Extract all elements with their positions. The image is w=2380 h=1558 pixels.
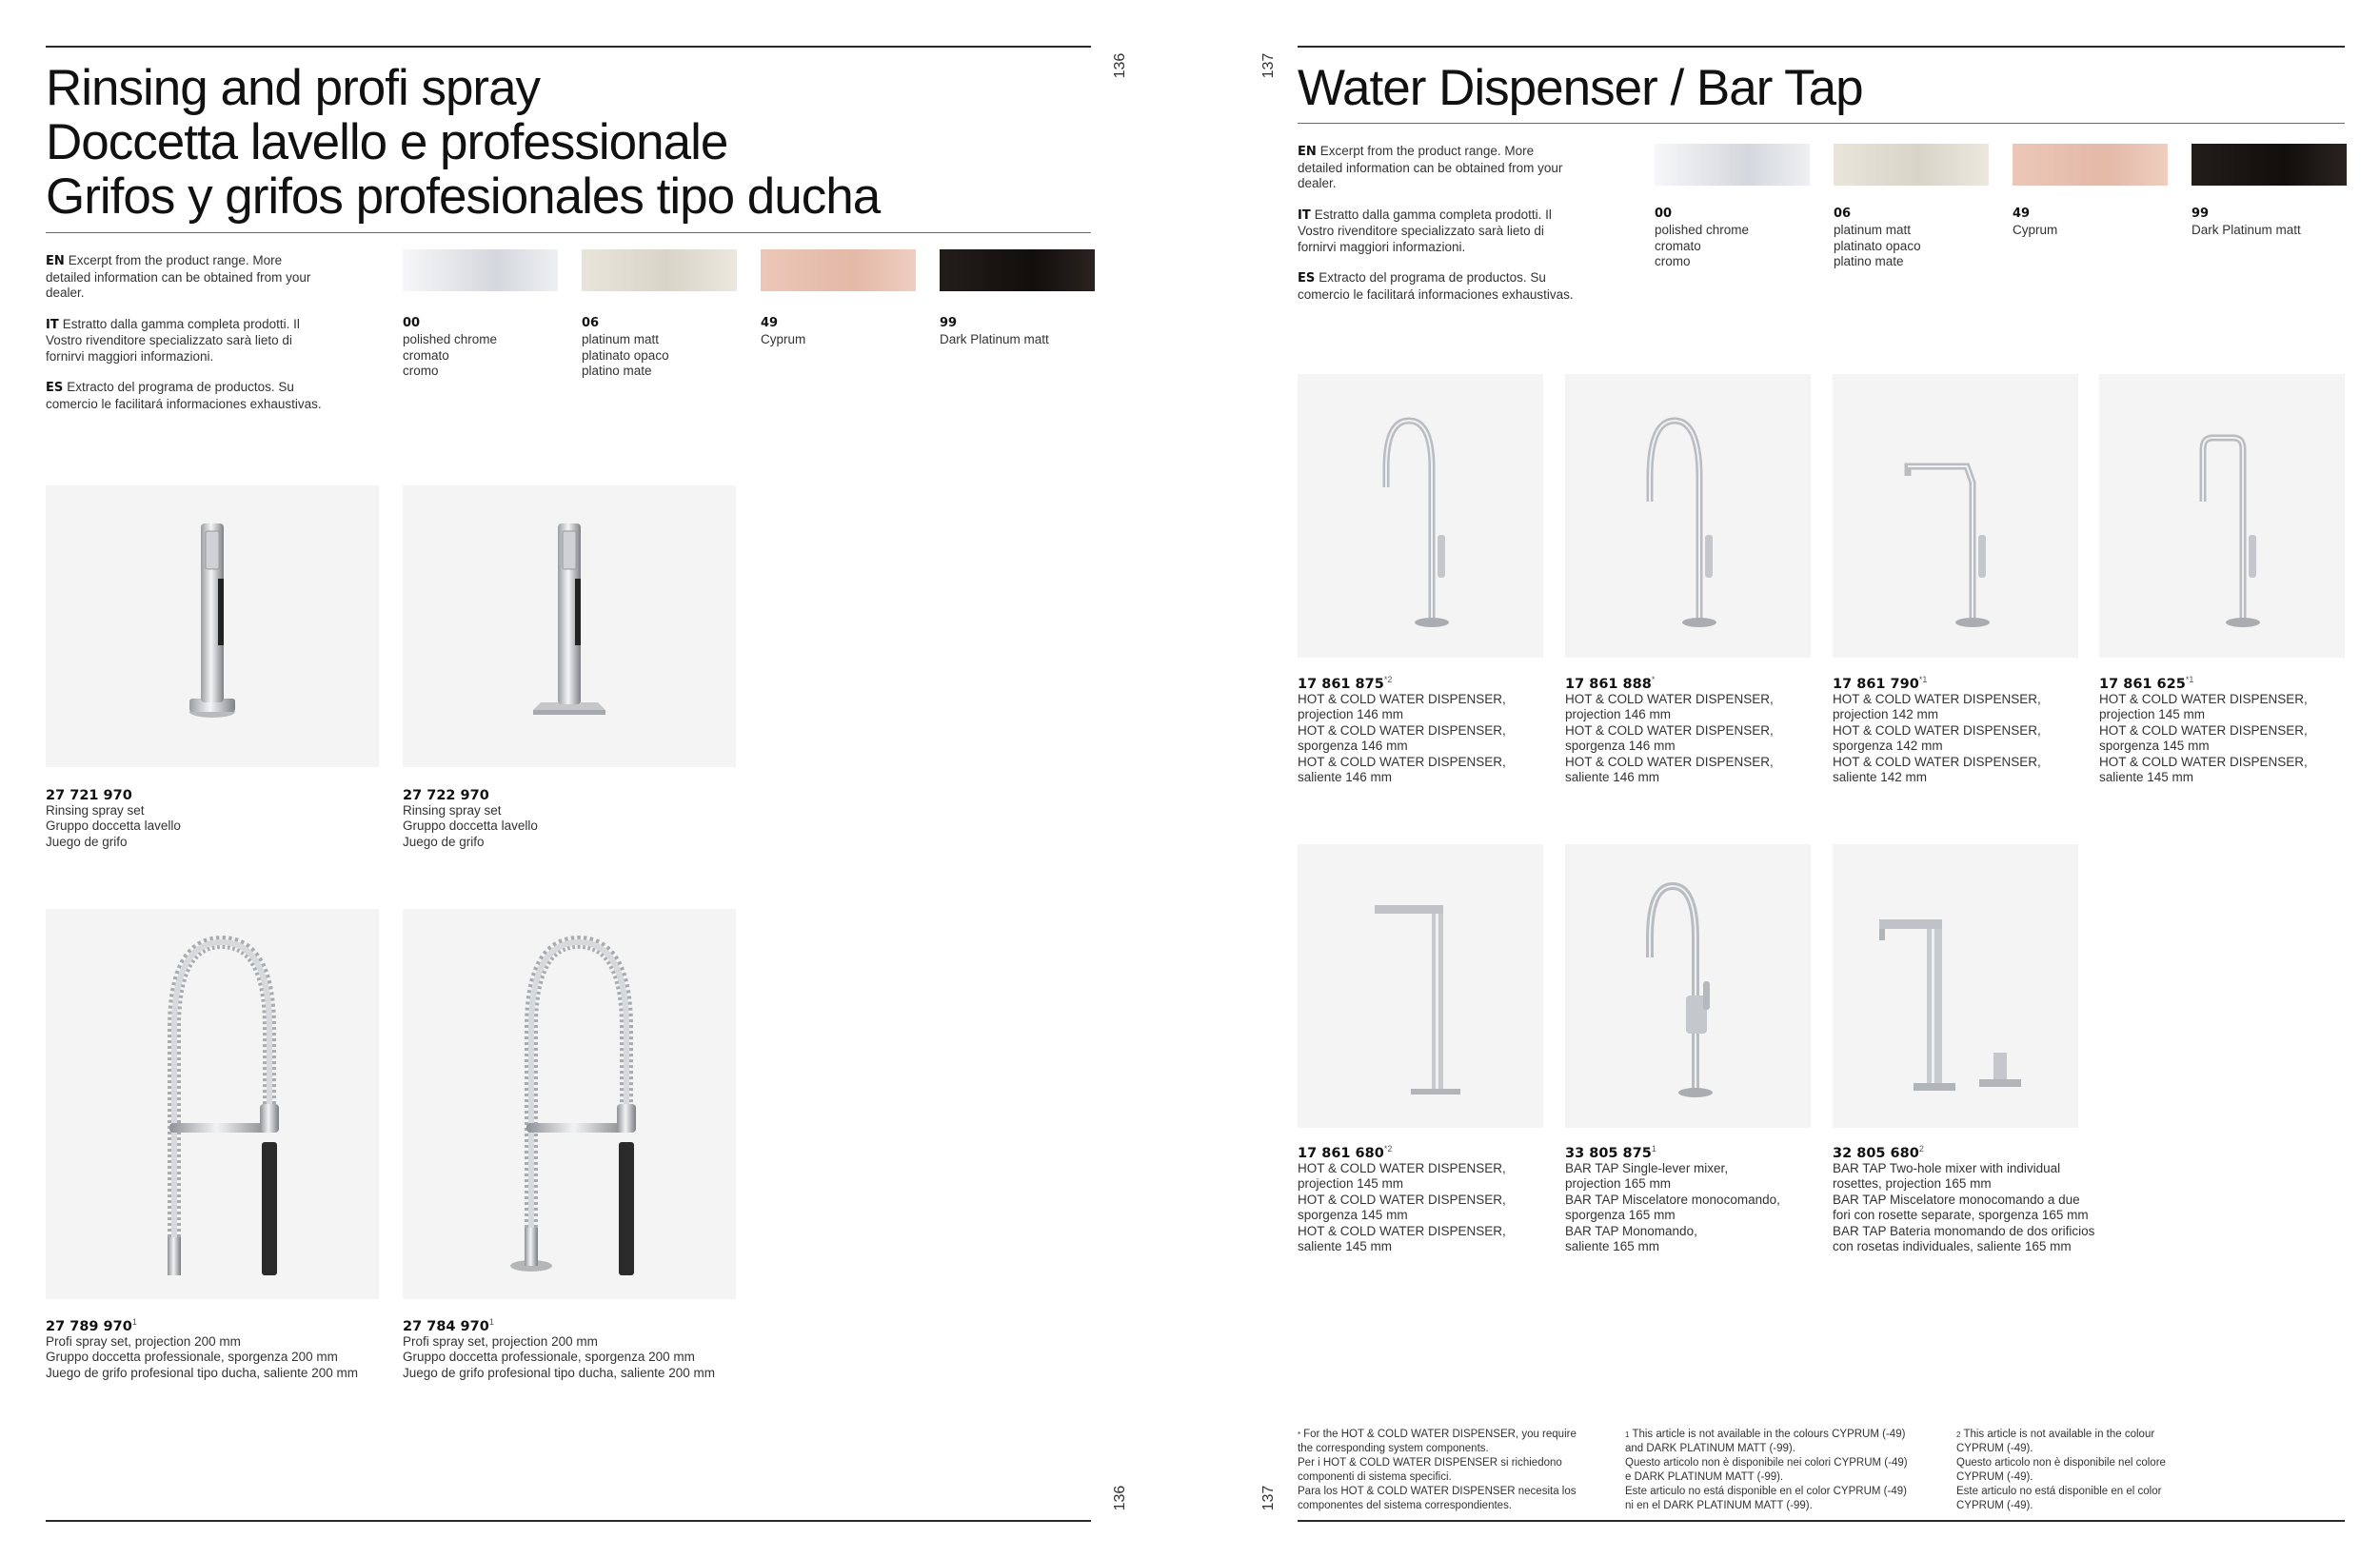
- page-number-bottom: 136: [1112, 1485, 1128, 1511]
- product-image: [403, 485, 736, 767]
- product-image: [1298, 374, 1543, 658]
- swatch-code: 00: [1655, 207, 1673, 221]
- product-description: HOT & COLD WATER DISPENSER, projection 145 mm HOT & COLD WATER DISPENSER, sporgenza 145 mm HOT & COLD WATER DISPENSER, saliente 145 mm: [2099, 691, 2308, 785]
- article-number: 33 805 $875^1$: [1565, 1144, 1656, 1161]
- page-number: 137: [1260, 52, 1277, 79]
- rinsing-spray-square-base-icon: [155, 512, 269, 740]
- swatch-label: Cyprum: [2013, 223, 2058, 237]
- swatch-polished-chrome: [1655, 144, 1810, 186]
- page-title: Water Dispenser / Bar Tap: [1298, 60, 1863, 116]
- title-rule: [46, 232, 1091, 233]
- article-number: 27 722 970: [403, 787, 489, 803]
- square-spout-dispenser-icon: [2155, 392, 2289, 640]
- profi-spray-coil-icon: [474, 923, 664, 1285]
- article-number: 17 861 875$^{*2}$: [1298, 675, 1393, 692]
- square-column-dispenser-icon: [1354, 862, 1487, 1110]
- swatch-label: polished chrome cromato cromo: [1655, 223, 1750, 268]
- top-rule: [46, 46, 1091, 48]
- product-image: [2099, 374, 2345, 658]
- intro-es: ES Extracto del programa de productos. Su comercio le facilitará informaciones exhaustivas.: [1298, 270, 1574, 302]
- swatch-code: 49: [761, 316, 779, 330]
- product-description: Profi spray set, projection 200 mm Gruppo doccetta professionale, sporgenza 200 mm Juego de grifo profesional tipo ducha, saliente 200 mm: [46, 1333, 358, 1380]
- angled-dispenser-icon: [1889, 392, 2022, 640]
- bar-tap-single-lever-icon: [1621, 862, 1755, 1110]
- product-info: [1298, 675, 1555, 786]
- intro-en: EN Excerpt from the product range. More detailed information can be obtained from your dealer.: [46, 253, 311, 300]
- swatch-platinum-matt: [582, 249, 737, 291]
- product-image: [1565, 844, 1811, 1128]
- product-image: [46, 485, 379, 767]
- product-image: [403, 909, 736, 1299]
- product-info: [1298, 1144, 1555, 1255]
- product-info: [1565, 675, 1822, 786]
- product-description: Profi spray set, projection 200 mm Gruppo doccetta professionale, sporgenza 200 mm Juego de grifo profesional tipo ducha, saliente 200 mm: [403, 1333, 715, 1380]
- product-info: [403, 786, 736, 850]
- profi-spray-coil-icon: [117, 923, 307, 1285]
- top-rule: [1298, 46, 2345, 48]
- swatch-dark-platinum: [2192, 144, 2347, 186]
- swatch-label: Dark Platinum matt: [940, 332, 1049, 346]
- swatch-polished-chrome: [403, 249, 558, 291]
- footnote: $^2$ This article is not available in the colour CYPRUM (-49). Questo articolo non è disponibile nel colore CYPRUM (-49). Este articulo no está disponible en el color CYPRUM (-49).: [1956, 1429, 2166, 1511]
- intro-text: [46, 253, 322, 427]
- product-info: [1833, 1144, 2118, 1255]
- swatch-label: Cyprum: [761, 332, 806, 346]
- swatch-code: 06: [1834, 207, 1852, 221]
- product-description: BAR TAP Two-hole mixer with individual rosettes, projection 165 mm BAR TAP Miscelatore monocomando a due fori con rosette separate, sporgenza 165 mm BAR TAP Bateria monomando de dos orificios con rosetas individuales, saliente 165 mm: [1833, 1160, 2095, 1254]
- swatch-cyprum: [761, 249, 916, 291]
- product-image: [1833, 844, 2078, 1128]
- intro-es: ES Extracto del programa de productos. Su comercio le facilitará informaciones exhaustivas.: [46, 380, 322, 411]
- product-description: BAR TAP Single-lever mixer, projection 165 mm BAR TAP Miscelatore monocomando, sporgenza 165 mm BAR TAP Monomando, saliente 165 mm: [1565, 1160, 1780, 1254]
- product-description: Rinsing spray set Gruppo doccetta lavello Juego de grifo: [46, 802, 181, 849]
- article-number: 32 805 $680^2$: [1833, 1144, 1924, 1161]
- product-image: [1565, 374, 1811, 658]
- product-info: [1833, 675, 2090, 786]
- product-description: HOT & COLD WATER DISPENSER, projection 145 mm HOT & COLD WATER DISPENSER, sporgenza 145 mm HOT & COLD WATER DISPENSER, saliente 145 mm: [1298, 1160, 1506, 1254]
- swatch-code: 49: [2013, 207, 2031, 221]
- swatch-label: platinum matt platinato opaco platino mate: [1834, 223, 1921, 268]
- article-number: 17 861 625$^{*1}$: [2099, 675, 2194, 692]
- page-number-bottom: 137: [1260, 1485, 1277, 1511]
- bar-tap-two-hole-icon: [1860, 862, 2051, 1110]
- swatch-code: 06: [582, 316, 600, 330]
- round-gooseneck-dispenser-icon: [1621, 392, 1755, 640]
- product-image: [1833, 374, 2078, 658]
- article-number: 27 789 $970^1$: [46, 1317, 137, 1334]
- swatch-code: 00: [403, 316, 421, 330]
- product-description: HOT & COLD WATER DISPENSER, projection 146 mm HOT & COLD WATER DISPENSER, sporgenza 146 mm HOT & COLD WATER DISPENSER, saliente 146 mm: [1565, 691, 1774, 785]
- product-image: [1298, 844, 1543, 1128]
- article-number: 27 784 $970^1$: [403, 1317, 494, 1334]
- footnote: $^1$ This article is not available in the colours CYPRUM (-49) and DARK PLATINUM MATT (-99). Questo articolo non è disponibile nei colori CYPRUM (-49) e DARK PLATINUM MATT (-99). Este articulo no está disponible en el color CYPRUM (-49) ni en el DARK PLATINUM MATT (-99).: [1625, 1429, 1908, 1511]
- product-description: HOT & COLD WATER DISPENSER, projection 142 mm HOT & COLD WATER DISPENSER, sporgenza 142 mm HOT & COLD WATER DISPENSER, saliente 142 mm: [1833, 691, 2041, 785]
- bottom-rule: [46, 1520, 1091, 1522]
- product-info: [1565, 1144, 1822, 1255]
- product-info: [403, 1317, 755, 1381]
- product-image: [46, 909, 379, 1299]
- footnote: * For the HOT & COLD WATER DISPENSER, you require the corresponding system components. Per i HOT & COLD WATER DISPENSER si richiedono componenti di sistema specifici. Para los HOT & COLD WATER DISPENSER necesita los componentes del sistema correspondientes.: [1298, 1429, 1577, 1511]
- swatch-platinum-matt: [1834, 144, 1989, 186]
- intro-it: IT Estratto dalla gamma completa prodotti. Il Vostro rivenditore specializzato sarà lieto di fornirvi maggiori informazioni.: [1298, 207, 1552, 254]
- product-description: Rinsing spray set Gruppo doccetta lavello Juego de grifo: [403, 802, 538, 849]
- product-info: [2099, 675, 2345, 786]
- swatch-cyprum: [2013, 144, 2168, 186]
- article-number: 27 721 970: [46, 787, 132, 803]
- product-description: HOT & COLD WATER DISPENSER, projection 146 mm HOT & COLD WATER DISPENSER, sporgenza 146 mm HOT & COLD WATER DISPENSER, saliente 146 mm: [1298, 691, 1506, 785]
- article-number: 17 861 888*: [1565, 675, 1656, 692]
- swatch-dark-platinum: [940, 249, 1095, 291]
- article-number: 17 861 680$^{*2}$: [1298, 1144, 1393, 1161]
- page-title: Rinsing and profi spray Doccetta lavello e professionale Grifos y grifos profesionales tipo ducha: [46, 60, 881, 225]
- intro-it: IT Estratto dalla gamma completa prodotti. Il Vostro rivenditore specializzato sarà lieto di fornirvi maggiori informazioni.: [46, 316, 300, 364]
- round-gooseneck-dispenser-icon: [1354, 392, 1487, 640]
- swatch-code: 99: [2192, 207, 2210, 221]
- swatch-label: polished chrome cromato cromo: [403, 332, 498, 378]
- article-number: 17 861 790$^{*1}$: [1833, 675, 1928, 692]
- page-number: 136: [1112, 52, 1128, 79]
- swatch-label: platinum matt platinato opaco platino mate: [582, 332, 669, 378]
- swatch-label: Dark Platinum matt: [2192, 223, 2301, 237]
- intro-en: EN Excerpt from the product range. More detailed information can be obtained from your dealer.: [1298, 144, 1563, 190]
- intro-text: [1298, 144, 1574, 318]
- product-info: [46, 786, 379, 850]
- product-info: [46, 1317, 398, 1381]
- title-rule: [1298, 123, 2345, 124]
- swatch-code: 99: [940, 316, 958, 330]
- bottom-rule: [1298, 1520, 2345, 1522]
- rinsing-spray-flat-base-icon: [512, 512, 626, 740]
